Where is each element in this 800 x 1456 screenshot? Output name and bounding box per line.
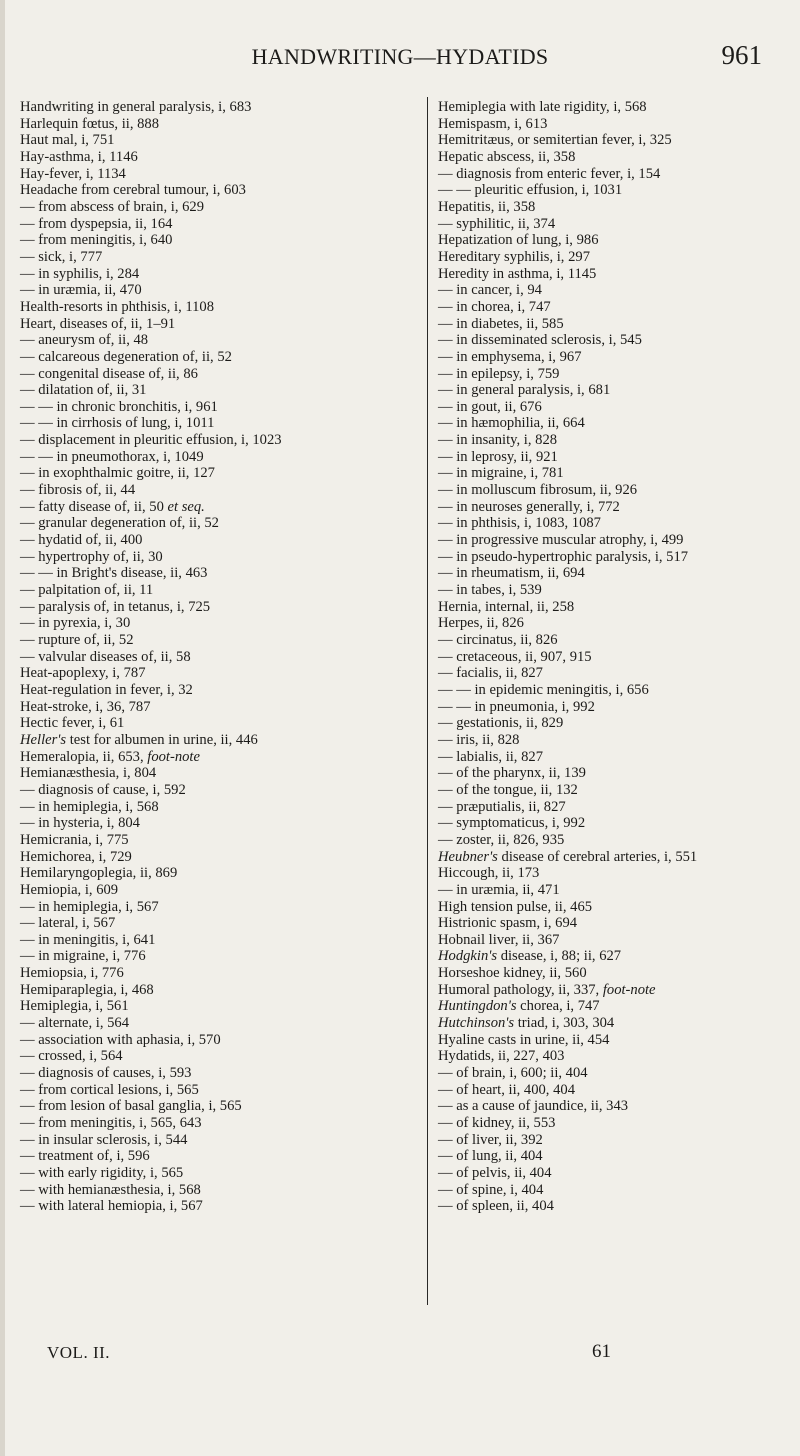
column-divider <box>427 97 428 1305</box>
index-entry: — diagnosis of causes, i, 593 <box>20 1065 192 1082</box>
index-entry: — rupture of, ii, 52 <box>20 632 134 648</box>
index-entry: Heat-regulation in fever, i, 32 <box>20 681 193 698</box>
index-entry: — palpitation of, ii, 11 <box>20 582 154 599</box>
index-entry: Haut mal, i, 751 <box>20 132 115 149</box>
page-number: 961 <box>721 40 762 70</box>
index-entry: Hemiparaplegia, i, 468 <box>20 981 154 998</box>
index-entry: Hemiopsia, i, 776 <box>20 965 124 982</box>
index-entry: — syphilitic, ii, 374 <box>438 215 556 232</box>
index-entry: — in hysteria, i, 804 <box>20 815 140 832</box>
index-entry: — symptomaticus, i, 992 <box>438 815 586 832</box>
index-entry: Hectic fever, i, 61 <box>20 715 125 732</box>
index-entry: Hodgkin's disease, i, 88; ii, 627 <box>438 948 622 965</box>
index-entry: — with lateral hemiopia, i, 567 <box>20 1198 203 1215</box>
index-entry: — paralysis of, in tetanus, i, 725 <box>20 598 211 615</box>
index-entry: — of lung, ii, 404 <box>438 1148 543 1165</box>
index-entry: — hypertrophy of, ii, 30 <box>20 548 163 565</box>
index-entry: — as a cause of jaundice, ii, 343 <box>438 1098 629 1115</box>
index-entry: Hay-asthma, i, 1146 <box>20 148 138 165</box>
index-entry: — labialis, ii, 827 <box>438 748 543 765</box>
index-entry: High tension pulse, ii, 465 <box>438 898 593 915</box>
index-column-left <box>20 99 415 1215</box>
index-entry: Hereditary syphilis, i, 297 <box>438 248 590 265</box>
index-entry: — in chorea, i, 747 <box>438 298 551 315</box>
index-entry: Hepatic abscess, ii, 358 <box>438 148 576 165</box>
index-entry: Hemitritæus, or semitertian fever, i, 325 <box>438 132 672 149</box>
index-entry: — — in epidemic meningitis, i, 656 <box>438 681 649 698</box>
index-entry: Horseshoe kidney, ii, 560 <box>438 965 587 982</box>
index-entry: Heubner's disease of cerebral arteries, i, 551 <box>438 848 698 865</box>
index-entry: Hemiopia, i, 609 <box>20 881 119 898</box>
index-entry: — of spine, i, 404 <box>438 1181 544 1198</box>
index-entry: — iris, ii, 828 <box>438 731 520 748</box>
index-entry: Heller's test for albumen in urine, ii, 446 <box>20 731 258 748</box>
index-entry: Hiccough, ii, 173 <box>438 865 540 882</box>
index-entry: — in uræmia, ii, 470 <box>20 282 142 299</box>
index-entry: — in epilepsy, i, 759 <box>438 365 560 382</box>
index-entry: — in tabes, i, 539 <box>438 582 542 599</box>
index-entry: — in migraine, i, 781 <box>438 465 564 482</box>
index-entry: — gestationis, ii, 829 <box>438 715 564 732</box>
index-entry: — of liver, ii, 392 <box>438 1131 543 1148</box>
index-entry: — — pleuritic effusion, i, 1031 <box>438 182 623 199</box>
index-entry: — in gout, ii, 676 <box>438 398 542 415</box>
index-entry: Hemilaryngoplegia, ii, 869 <box>20 865 178 882</box>
index-entry: — — in cirrhosis of lung, i, 1011 <box>20 415 215 432</box>
index-entry: — præputialis, ii, 827 <box>438 798 566 815</box>
index-entry: — from meningitis, i, 640 <box>20 232 173 249</box>
index-entry: — of the tongue, ii, 132 <box>438 781 578 798</box>
index-entry: — dilatation of, ii, 31 <box>20 382 147 399</box>
index-entry: — alternate, i, 564 <box>20 1015 130 1032</box>
index-entry: — lateral, i, 567 <box>20 915 116 932</box>
index-entry: — of pelvis, ii, 404 <box>438 1165 552 1181</box>
index-entry: — in syphilis, i, 284 <box>20 265 140 282</box>
index-entry: — congenital disease of, ii, 86 <box>20 365 198 382</box>
index-entry: — granular degeneration of, ii, 52 <box>20 515 219 532</box>
index-entry: — valvular diseases of, ii, 58 <box>20 648 191 665</box>
index-entry: — with early rigidity, i, 565 <box>20 1165 184 1181</box>
index-entry: — in phthisis, i, 1083, 1087 <box>438 515 601 532</box>
index-entry: — in exophthalmic goitre, ii, 127 <box>20 465 215 482</box>
index-entry: Heart, diseases of, ii, 1–91 <box>20 315 176 332</box>
index-entry: — circinatus, ii, 826 <box>438 632 558 648</box>
index-entry: — zoster, ii, 826, 935 <box>438 831 565 848</box>
index-entry: Hobnail liver, ii, 367 <box>438 931 560 948</box>
index-entry: Hay-fever, i, 1134 <box>20 165 126 182</box>
index-entry: — from meningitis, i, 565, 643 <box>20 1115 202 1132</box>
index-entry: — sick, i, 777 <box>20 248 103 265</box>
index-entry: — in hemiplegia, i, 568 <box>20 798 159 815</box>
index-entry: — with hemianæsthesia, i, 568 <box>20 1181 201 1198</box>
index-entry: Headache from cerebral tumour, i, 603 <box>20 182 246 199</box>
index-entry: Hernia, internal, ii, 258 <box>438 598 575 615</box>
index-entry: — in general paralysis, i, 681 <box>438 382 611 399</box>
index-entry: Hemicrania, i, 775 <box>20 831 129 848</box>
index-entry: — of the pharynx, ii, 139 <box>438 765 586 782</box>
index-entry: — in hemiplegia, i, 567 <box>20 898 159 915</box>
index-entry: Humoral pathology, ii, 337, foot-note <box>438 981 656 998</box>
index-entry: — aneurysm of, ii, 48 <box>20 332 149 349</box>
index-entry: — cretaceous, ii, 907, 915 <box>438 648 592 665</box>
index-entry: — in meningitis, i, 641 <box>20 931 156 948</box>
index-entry: Hepatization of lung, i, 986 <box>438 232 599 249</box>
index-entry: — — in pneumonia, i, 992 <box>438 698 595 715</box>
index-entry: Heat-stroke, i, 36, 787 <box>20 698 151 715</box>
index-entry: — diagnosis of cause, i, 592 <box>20 781 186 798</box>
index-entry: — from abscess of brain, i, 629 <box>20 198 205 215</box>
index-entry: Heat-apoplexy, i, 787 <box>20 665 146 682</box>
index-entry: Hutchinson's triad, i, 303, 304 <box>438 1015 615 1032</box>
index-entry: Herpes, ii, 826 <box>438 615 524 632</box>
index-entry: — in neuroses generally, i, 772 <box>438 498 620 515</box>
index-entry: — crossed, i, 564 <box>20 1048 123 1065</box>
index-entry: Hydatids, ii, 227, 403 <box>438 1048 565 1065</box>
index-entry: Handwriting in general paralysis, i, 683 <box>20 99 252 115</box>
running-title: HANDWRITING—HYDATIDS <box>251 44 549 69</box>
page-edge-shadow <box>0 0 5 1456</box>
index-entry: — of spleen, ii, 404 <box>438 1198 554 1215</box>
index-entry: Histrionic spasm, i, 694 <box>438 915 578 932</box>
index-entry: Health-resorts in phthisis, i, 1108 <box>20 298 215 315</box>
index-entry: — in insanity, i, 828 <box>438 432 558 449</box>
index-entry: — in progressive muscular atrophy, i, 499 <box>438 532 684 549</box>
index-entry: — in leprosy, ii, 921 <box>438 448 558 465</box>
index-entry: — calcareous degeneration of, ii, 52 <box>20 348 232 365</box>
index-entry: — from cortical lesions, i, 565 <box>20 1081 199 1098</box>
index-entry: — of heart, ii, 400, 404 <box>438 1081 575 1098</box>
index-entry: — in disseminated sclerosis, i, 545 <box>438 332 642 349</box>
index-entry: — treatment of, i, 596 <box>20 1148 150 1165</box>
index-entry: — — in pneumothorax, i, 1049 <box>20 448 204 465</box>
volume-label: VOL. II. <box>47 1343 111 1362</box>
index-entry: — in diabetes, ii, 585 <box>438 315 564 332</box>
index-entry: — — in Bright's disease, ii, 463 <box>20 565 208 582</box>
index-entry: — displacement in pleuritic effusion, i, 1023 <box>20 432 282 449</box>
index-entry: — fatty disease of, ii, 50 et seq. <box>20 498 205 515</box>
index-entry: Harlequin fœtus, ii, 888 <box>20 115 160 132</box>
index-entry: — diagnosis from enteric fever, i, 154 <box>438 165 661 182</box>
index-entry: — fibrosis of, ii, 44 <box>20 482 136 499</box>
index-entry: Hemiplegia, i, 561 <box>20 998 129 1015</box>
index-entry: — in hæmophilia, ii, 664 <box>438 415 585 432</box>
index-entry: — in molluscum fibrosum, ii, 926 <box>438 482 638 499</box>
index-entry: Hepatitis, ii, 358 <box>438 198 536 215</box>
index-entry: — hydatid of, ii, 400 <box>20 532 143 549</box>
index-entry: — in rheumatism, ii, 694 <box>438 565 585 582</box>
index-entry: — of brain, i, 600; ii, 404 <box>438 1065 588 1082</box>
index-column-right <box>438 99 798 1215</box>
index-entry: — from lesion of basal ganglia, i, 565 <box>20 1098 242 1115</box>
index-entry: Hemichorea, i, 729 <box>20 848 132 865</box>
index-entry: — in migraine, i, 776 <box>20 948 146 965</box>
index-entry: Hemianæsthesia, i, 804 <box>20 765 157 782</box>
index-entry: Hemispasm, i, 613 <box>438 115 548 132</box>
index-entry: — in pyrexia, i, 30 <box>20 615 131 632</box>
index-entry: — in pseudo-hypertrophic paralysis, i, 517 <box>438 548 689 565</box>
index-entry: — in uræmia, ii, 471 <box>438 881 560 898</box>
running-header <box>0 40 800 80</box>
index-entry: Hemeralopia, ii, 653, foot-note <box>20 748 200 765</box>
index-entry: — from dyspepsia, ii, 164 <box>20 215 173 232</box>
index-entry: Heredity in asthma, i, 1145 <box>438 265 597 282</box>
index-entry: — facialis, ii, 827 <box>438 665 543 682</box>
index-entry: — — in chronic bronchitis, i, 961 <box>20 398 218 415</box>
index-entry: — in insular sclerosis, i, 544 <box>20 1131 188 1148</box>
index-entry: — of kidney, ii, 553 <box>438 1115 556 1132</box>
index-entry: Hyaline casts in urine, ii, 454 <box>438 1031 610 1048</box>
signature-mark: 61 <box>592 1341 611 1362</box>
index-entry: — in cancer, i, 94 <box>438 282 542 299</box>
index-entry: Huntingdon's chorea, i, 747 <box>438 998 600 1015</box>
index-entry: — in emphysema, i, 967 <box>438 348 582 365</box>
index-entry: Hemiplegia with late rigidity, i, 568 <box>438 99 647 115</box>
index-entry: — association with aphasia, i, 570 <box>20 1031 221 1048</box>
